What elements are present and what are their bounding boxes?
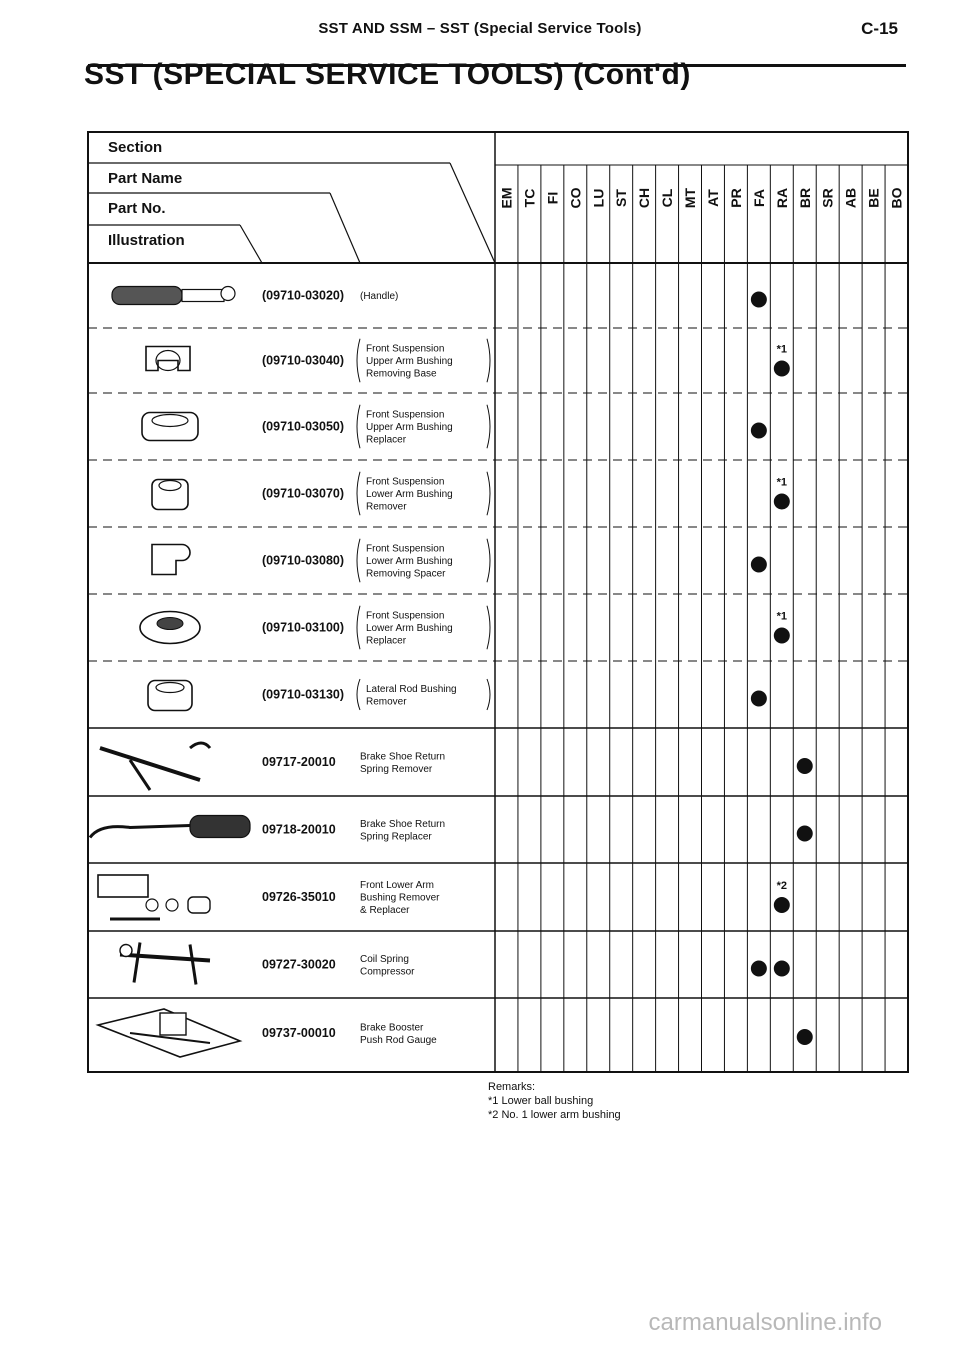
applicability-mark xyxy=(774,897,790,913)
part-name-line: Lower Arm Bushing xyxy=(366,623,453,634)
mark-note: *1 xyxy=(776,610,788,623)
tool-cup xyxy=(188,897,210,913)
handle-grip xyxy=(112,287,182,305)
bushing-replacer-icon xyxy=(142,413,198,441)
tool-ring-a xyxy=(146,899,158,911)
header-diagonal xyxy=(240,225,262,263)
applicability-mark xyxy=(774,494,790,510)
part-number: 09727-30020 xyxy=(262,957,336,972)
part-number: 09717-20010 xyxy=(262,755,336,769)
header-row-label: Section xyxy=(108,139,163,156)
remarks-heading: Remarks: xyxy=(488,1081,536,1093)
part-number: (09710-03020) xyxy=(262,288,345,303)
part-name-line: Removing Spacer xyxy=(366,568,446,580)
section-code-st: ST xyxy=(613,189,630,207)
part-name-line: Upper Arm Bushing xyxy=(366,422,453,433)
part-number: (09710-03050) xyxy=(262,419,345,434)
section-code-ch: CH xyxy=(636,187,653,209)
part-number: (09710-03040) xyxy=(262,353,345,368)
applicability-mark xyxy=(797,1029,813,1045)
bracket-left xyxy=(357,679,360,710)
mark-note: *1 xyxy=(776,476,788,489)
section-code-tc: TC xyxy=(521,188,538,208)
part-name-line: Front Suspension xyxy=(366,543,445,555)
section-code-ab: AB xyxy=(842,187,859,209)
part-name-line: Remover xyxy=(366,501,407,513)
part-name-line: Lower Arm Bushing xyxy=(366,489,453,500)
part-name-line: Front Suspension xyxy=(366,409,445,421)
section-code-co: CO xyxy=(567,187,584,209)
page-number: C-15 xyxy=(861,19,898,38)
section-code-pr: PR xyxy=(727,188,744,208)
part-name-line: Spring Remover xyxy=(360,763,433,775)
applicability-mark xyxy=(751,292,767,308)
bracket-right xyxy=(487,679,490,710)
bracket-right xyxy=(487,606,490,650)
lower-replacer-icon xyxy=(140,612,200,644)
remark-2: *2 No. 1 lower arm bushing xyxy=(488,1109,621,1121)
part-name-line: Lower Arm Bushing xyxy=(366,556,453,567)
removing-base-icon xyxy=(146,347,190,371)
spacer-body xyxy=(152,545,190,575)
part-name-line: Front Suspension xyxy=(366,476,445,488)
replacer-handle xyxy=(190,816,250,838)
bracket-right xyxy=(487,339,490,383)
section-code-lu: LU xyxy=(590,188,607,208)
lower-replacer-hole xyxy=(157,618,183,630)
part-name-line: Upper Arm Bushing xyxy=(366,356,453,367)
applicability-mark xyxy=(797,758,813,774)
header-row-label: Illustration xyxy=(108,232,185,249)
lateral-body xyxy=(148,681,192,711)
spring-replacer-icon xyxy=(90,816,250,838)
applicability-mark xyxy=(774,628,790,644)
handle-tool-icon xyxy=(112,287,235,305)
bracket-left xyxy=(357,339,360,383)
header-diagonal xyxy=(450,163,495,263)
applicability-mark xyxy=(751,691,767,707)
part-name-line: Lateral Rod Bushing xyxy=(366,683,457,695)
section-code-br: BR xyxy=(796,187,813,209)
bracket-left xyxy=(357,606,360,650)
remover-body xyxy=(152,480,188,510)
remover-hook xyxy=(190,743,210,748)
section-code-bo: BO xyxy=(888,187,905,209)
part-name-line: Bushing Remover xyxy=(360,892,440,904)
bracket-right xyxy=(487,405,490,449)
section-code-fa: FA xyxy=(750,189,767,207)
section-code-ra: RA xyxy=(773,187,790,209)
part-name-line: Removing Base xyxy=(366,368,437,380)
remarks xyxy=(488,1080,621,1122)
compressor-nut xyxy=(120,945,132,957)
part-name-line: Brake Shoe Return xyxy=(360,818,446,830)
part-name-line: Front Lower Arm xyxy=(360,880,434,891)
section-code-mt: MT xyxy=(682,187,699,209)
part-name-line: Brake Booster xyxy=(360,1022,424,1034)
part-name-line: Compressor xyxy=(360,966,415,978)
part-name-line: Brake Shoe Return xyxy=(360,751,446,763)
applicability-mark xyxy=(774,361,790,377)
bracket-left xyxy=(357,405,360,449)
bracket-left xyxy=(357,472,360,516)
applicability-mark xyxy=(751,557,767,573)
tool-frame xyxy=(98,875,148,897)
section-code-cl: CL xyxy=(659,188,676,208)
lateral-rod-remover-icon xyxy=(148,681,192,711)
part-name-line: Front Suspension xyxy=(366,610,445,622)
header-row-label: Part No. xyxy=(108,200,166,217)
tool-ring-b xyxy=(166,899,178,911)
header-diagonal xyxy=(330,193,360,263)
part-number: (09710-03070) xyxy=(262,486,345,501)
part-number: (09710-03100) xyxy=(262,620,345,635)
applicability-mark xyxy=(751,423,767,439)
section-code-fi: FI xyxy=(544,191,561,205)
removing-spacer-icon xyxy=(152,545,190,575)
bushing-remover-icon xyxy=(152,480,188,510)
spring-remover-icon xyxy=(100,743,210,790)
gauge-block xyxy=(160,1013,186,1035)
section-code-be: BE xyxy=(865,188,882,208)
remover-shaft xyxy=(100,748,200,780)
part-name-line: Remover xyxy=(366,696,407,708)
part-name-line: (Handle) xyxy=(360,291,399,302)
applicability-mark xyxy=(751,961,767,977)
bracket-right xyxy=(487,472,490,516)
part-name-line: Push Rod Gauge xyxy=(360,1034,437,1046)
compressor-rod xyxy=(120,955,210,961)
replacer-shaft xyxy=(90,826,190,838)
handle-end xyxy=(221,287,235,301)
part-number: 09726-35010 xyxy=(262,890,336,904)
section-code-sr: SR xyxy=(819,188,836,208)
arm-bushing-tool-icon xyxy=(98,875,210,919)
push-rod-gauge-icon xyxy=(98,1009,240,1057)
part-name-line: Front Suspension xyxy=(366,343,445,355)
header-row-label: Part Name xyxy=(108,170,183,187)
coil-spring-compressor-icon xyxy=(120,943,210,985)
running-title: SST AND SSM – SST (Special Service Tools) xyxy=(318,20,642,37)
handle-shaft xyxy=(182,290,224,302)
part-number: (09710-03080) xyxy=(262,553,345,568)
bracket-left xyxy=(357,539,360,583)
page-title: SST (SPECIAL SERVICE TOOLS) (Cont'd) xyxy=(84,58,691,91)
applicability-mark xyxy=(797,826,813,842)
part-name-line: Replacer xyxy=(366,434,407,446)
mark-note: *2 xyxy=(776,880,788,892)
remark-1: *1 Lower ball bushing xyxy=(488,1095,594,1107)
applicability-mark xyxy=(774,961,790,977)
part-number: (09710-03130) xyxy=(262,687,345,702)
part-number: 09737-00010 xyxy=(262,1026,336,1040)
part-name-line: Spring Replacer xyxy=(360,831,432,843)
part-name-line: Replacer xyxy=(366,635,407,647)
watermark: carmanualsonline.info xyxy=(648,1309,882,1336)
bracket-right xyxy=(487,539,490,583)
section-code-em: EM xyxy=(498,187,515,209)
mark-note: *1 xyxy=(776,343,788,356)
compressor-jaws xyxy=(134,943,196,985)
part-name-line: & Replacer xyxy=(360,905,410,916)
part-name-line: Coil Spring xyxy=(360,953,409,965)
part-number: 09718-20010 xyxy=(262,822,336,837)
section-code-at: AT xyxy=(704,189,721,207)
